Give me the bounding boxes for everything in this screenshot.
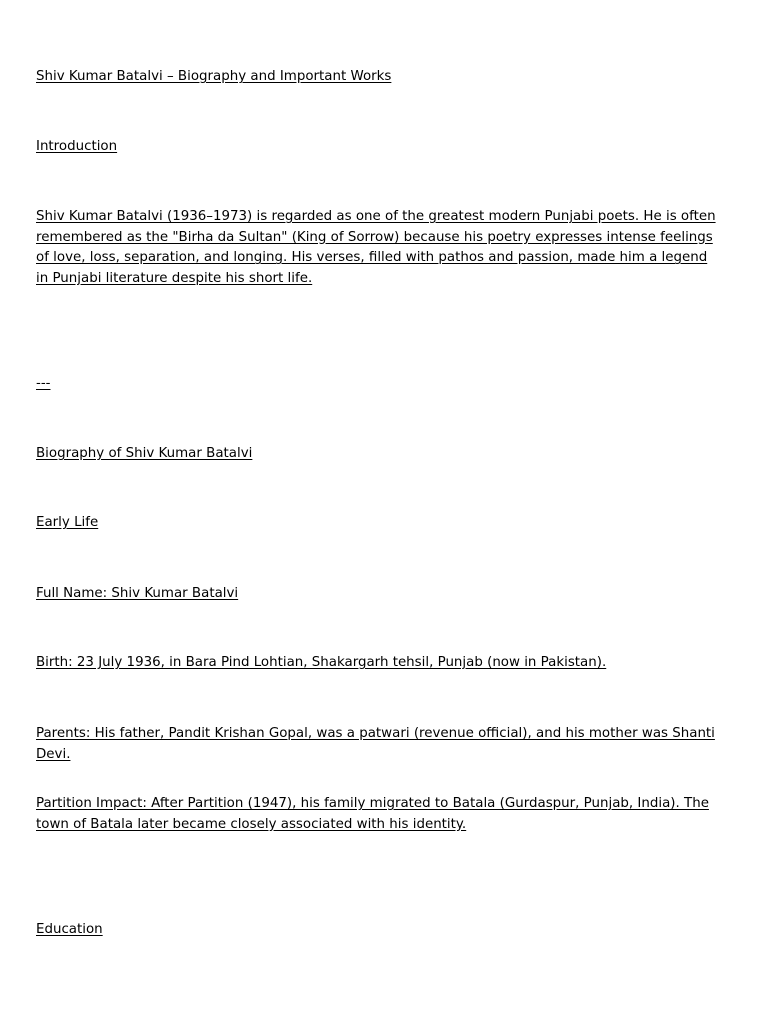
birth-line: Birth: 23 July 1936, in Bara Pind Lohtian, Shakargarh tehsil, Punjab (now in Pakistan). bbox=[36, 655, 607, 670]
early-life-heading: Early Life bbox=[36, 515, 99, 530]
biography-heading: Biography of Shiv Kumar Batalvi bbox=[36, 446, 253, 461]
document-title: Shiv Kumar Batalvi – Biography and Important Works bbox=[36, 69, 392, 84]
introduction-heading: Introduction bbox=[36, 139, 118, 154]
parents-line: Parents: His father, Pandit Krishan Gopal, was a patwari (revenue official), and his mother was Shanti Devi. bbox=[36, 726, 715, 762]
section-separator: --- bbox=[36, 376, 51, 391]
introduction-paragraph: Shiv Kumar Batalvi (1936–1973) is regarded as one of the greatest modern Punjabi poets. He is often remembered as the "Birha da Sultan" (King of Sorrow) because his poetry expresses intense feelings of love, loss, separation, and longing. His verses, filled with pathos and passion, made him a legend in Punjabi literature despite his short life. bbox=[36, 209, 716, 286]
partition-impact-paragraph: Partition Impact: After Partition (1947), his family migrated to Batala (Gurdaspur, Punjab, India). The town of Batala later became closely associated with his identity. bbox=[36, 796, 709, 832]
full-name-line: Full Name: Shiv Kumar Batalvi bbox=[36, 586, 239, 601]
education-heading: Education bbox=[36, 922, 103, 937]
